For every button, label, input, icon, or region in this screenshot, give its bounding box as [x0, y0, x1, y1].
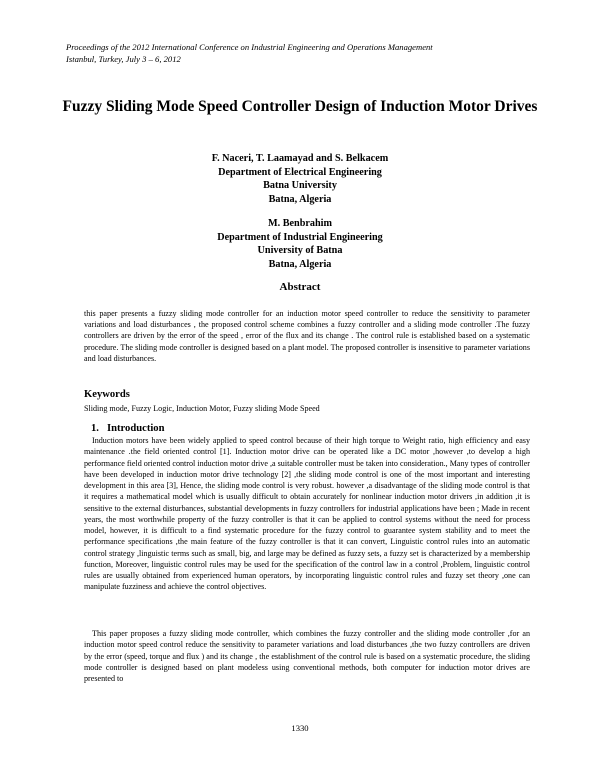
section-heading	[91, 423, 165, 434]
keywords-text: Sliding mode, Fuzzy Logic, Induction Motor, Fuzzy sliding Mode Speed	[84, 404, 320, 413]
paper-title: Fuzzy Sliding Mode Speed Controller Design of Induction Motor Drives	[62, 98, 538, 115]
author-department: Department of Industrial Engineering	[217, 231, 383, 243]
keywords-heading: Keywords	[84, 389, 130, 400]
section-number: 1.	[91, 423, 99, 434]
author-location: Batna, Algeria	[268, 193, 332, 205]
proceedings-line-1: Proceedings of the 2012 International Conference on Industrial Engineering and Operations Management	[66, 42, 433, 52]
author-block-2	[100, 217, 500, 271]
abstract-heading: Abstract	[279, 281, 321, 293]
author-department: Department of Electrical Engineering	[218, 166, 382, 178]
author-block-1	[100, 152, 500, 206]
proceedings-header	[66, 42, 546, 65]
author-university: Batna University	[263, 180, 337, 192]
section-title: Introduction	[107, 423, 165, 434]
author-location: Batna, Algeria	[268, 258, 332, 270]
abstract-text: this paper presents a fuzzy sliding mode controller for an induction motor speed controller to reduce the sensitivity to parameter variations and load disturbances , the proposed control scheme combines a fuzzy controller and a sliding mode controller .The fuzzy controllers are driven by the error of the speed , error of the flux and its change . The control rule is established based on a systematic procedure. The sliding mode controller is designed based on a plant model. The proposed controller is insensitive to parameter variations and load disturbances.	[84, 309, 530, 363]
intro-paragraph-2: This paper proposes a fuzzy sliding mode controller, which combines the fuzzy controller and the sliding mode controller ,for an induction motor speed control reduce the sensitivity to parameter variations and load disturbances ,the two fuzzy controllers are driven by the error (speed, torque and flux ) and its change , the establishment of the control rule is based on a systematic procedure, the sliding mode controller is designed based on plant modeless using conventional methods, both computer for induction motor drives are presented to	[84, 629, 530, 683]
page-number: 1330	[291, 723, 309, 733]
author-names: M. Benbrahim	[268, 218, 332, 229]
proceedings-line-2: Istanbul, Turkey, July 3 – 6, 2012	[66, 53, 181, 64]
author-university: University of Batna	[257, 245, 343, 257]
intro-paragraph-1: Induction motors have been widely applied to speed control because of their high torque to Weight ratio, high efficiency and easy maintenance .the field oriented control [1]. Induction motor drive can be operated like a DC motor ,however ,to develop a high performance field oriented control induction motor drive ,a suitable controller must be taken into consideration., Many types of controller have been developed in induction motor drive technology [2] ,the sliding mode control is one of the most important and interesting development in this area [3], Hence, the sliding mode control is very robust. however ,a disadvantage of the sliding mode control is that it requires a mathematical model which is usually difficult to obtain accurately for nonlinear induction motor drivers ,in addition ,it is sensitive to the external disturbances, substantial developments in fuzzy controllers for industrial applications have been ; Made in recent years, the most worthwhile property of the fuzzy controller is that it can be applied to control systems without the need for process model, however, it is difficult to a find systematic procedure for the fuzzy control to guarantee system stability and to meet the performance specifications ,the main feature of the fuzzy controller is that it can convert, Linguistic control rules into an automatic control strategy ,linguistic terms such as small, big, and large may be defined as fuzzy sets, a fuzzy set is characterized by a membership function, Moreover, linguistic control rules may be used for the specification of the control law in a control ,Problem, linguistic control rules are usually obtained from experienced human operators, by incorporating linguistic control rules and fuzzy set theory ,one can manipulate fuzziness and achieve the control objectives.	[84, 436, 530, 592]
author-names: F. Naceri, T. Laamayad and S. Belkacem	[211, 153, 389, 164]
